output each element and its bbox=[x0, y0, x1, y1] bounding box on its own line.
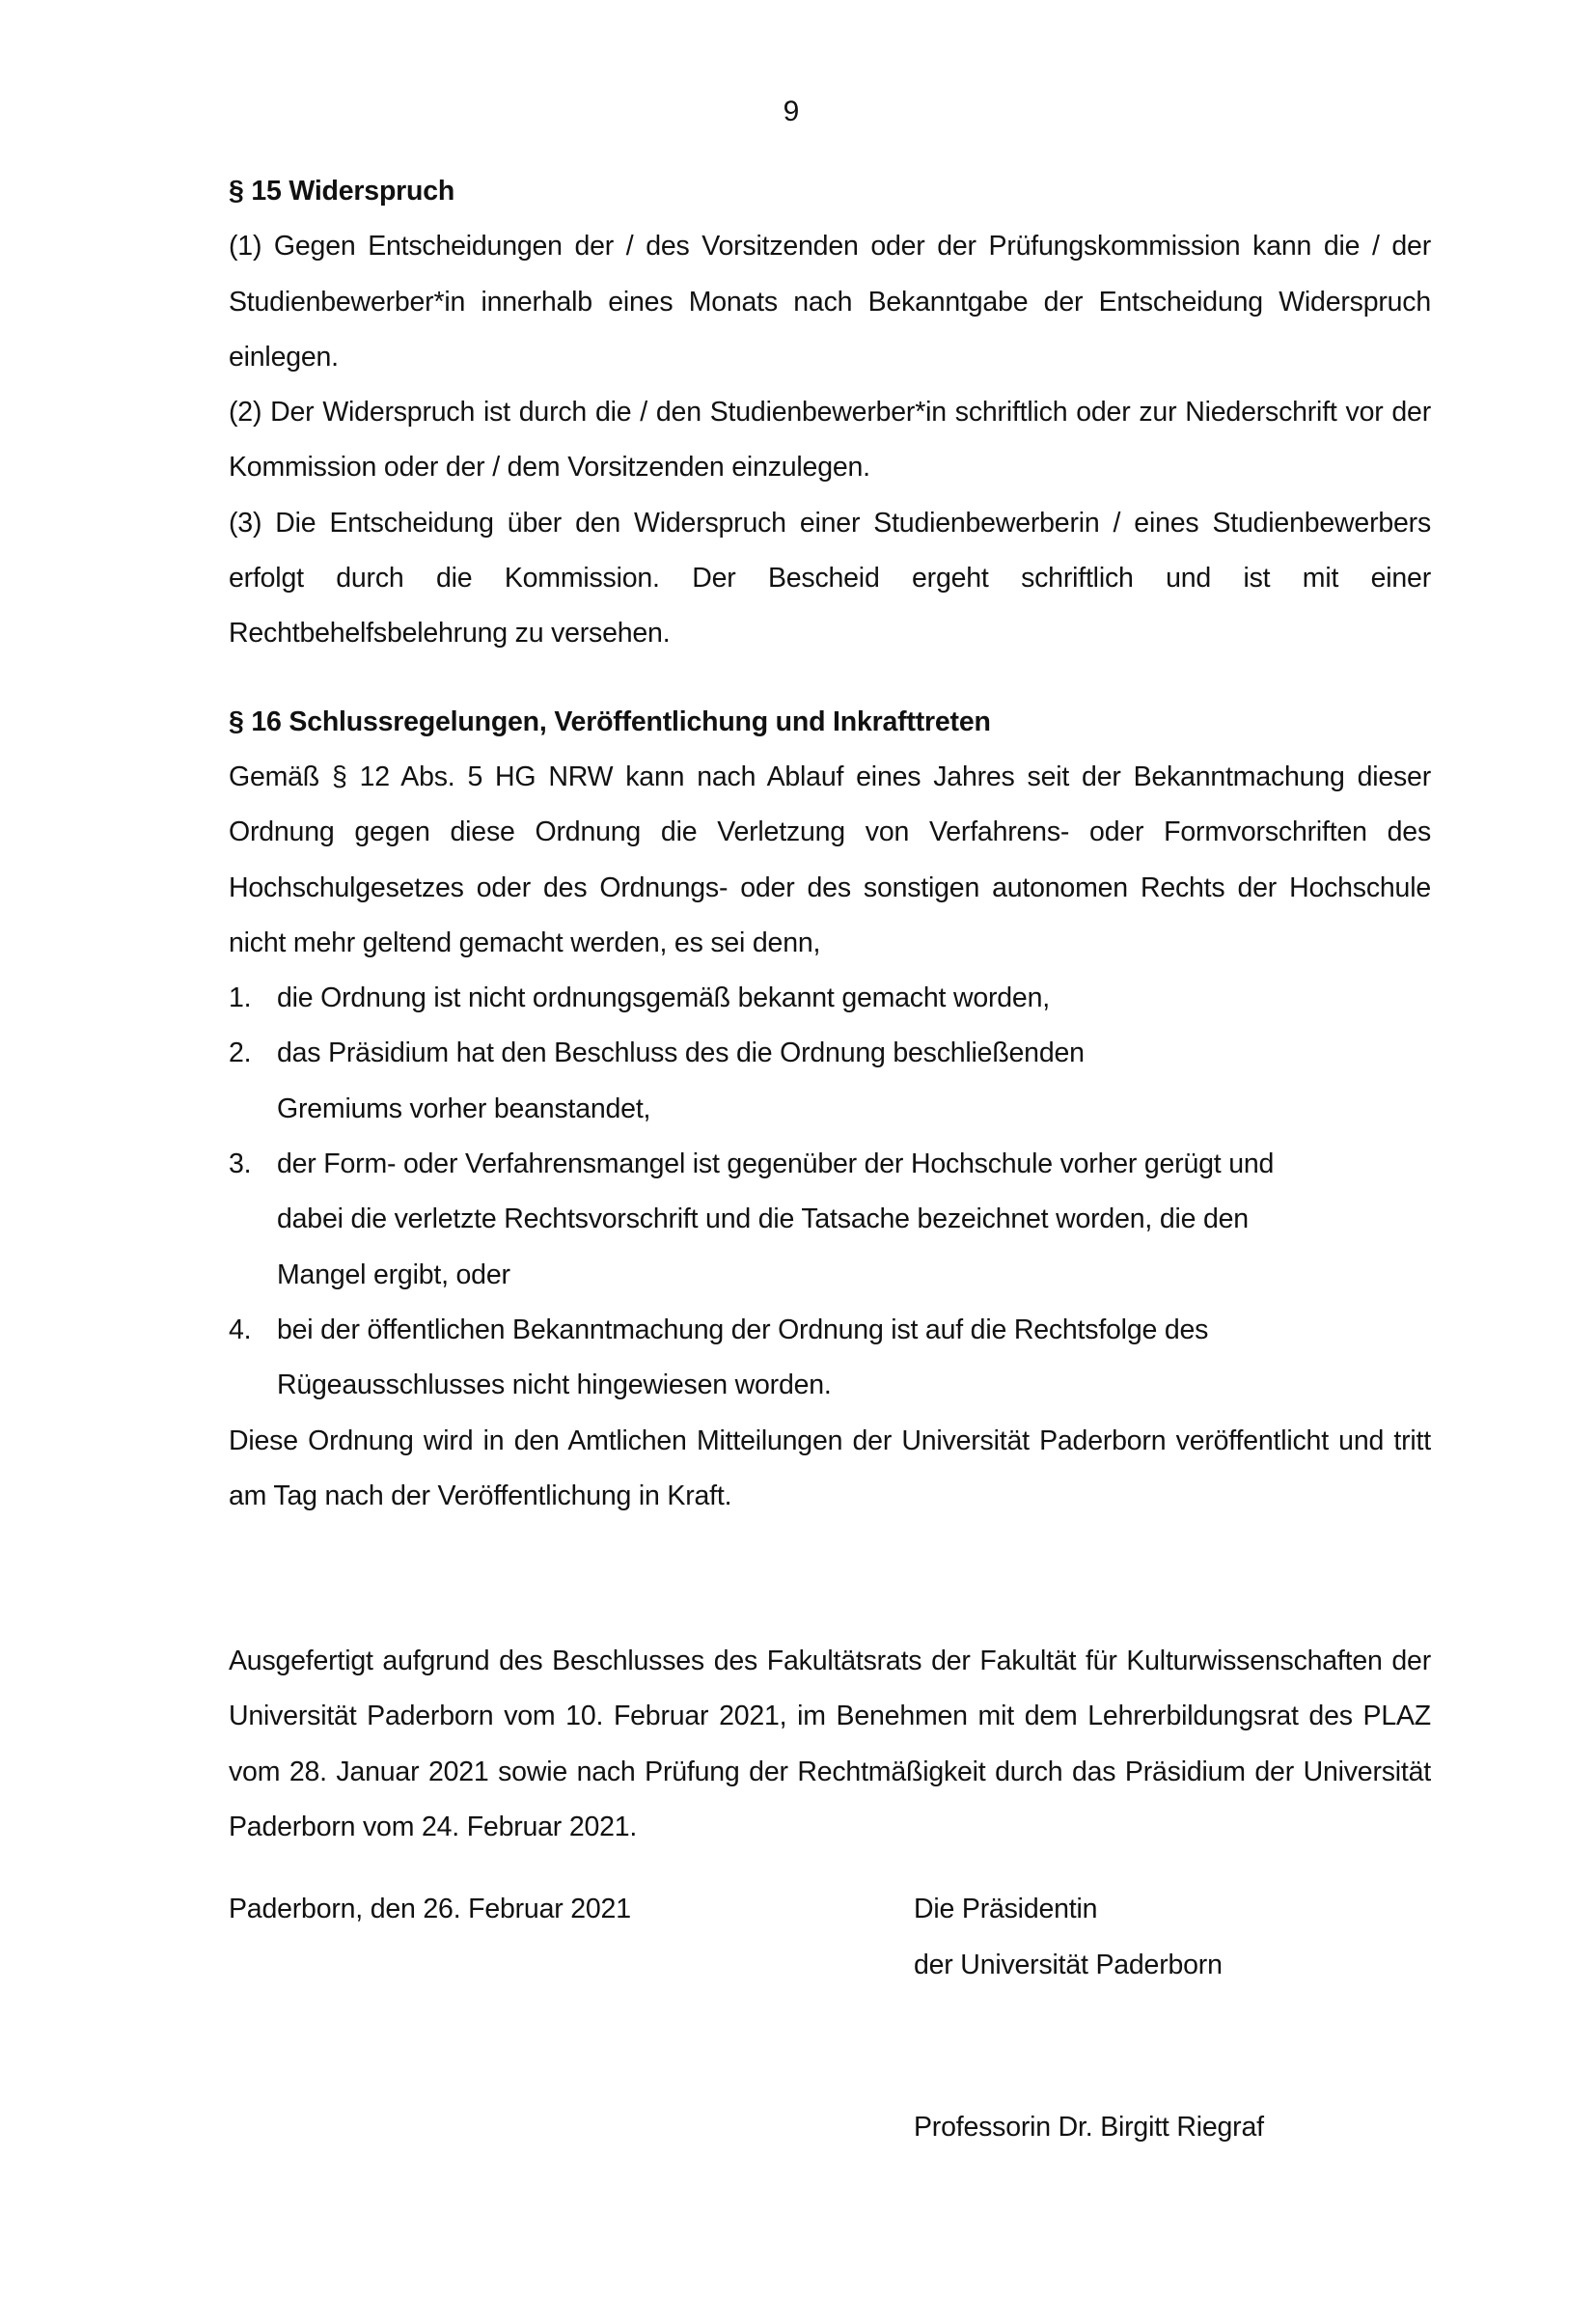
list-item-number: 1. bbox=[229, 982, 252, 1014]
list-item bbox=[229, 971, 1431, 1026]
signer-title-line-1: Die Präsidentin bbox=[914, 1894, 1098, 1925]
section-spacer bbox=[229, 662, 1431, 695]
list-item-number: 3. bbox=[229, 1148, 252, 1180]
list-item bbox=[229, 1026, 1431, 1137]
section-15-paragraph-2: (2) Der Widerspruch ist durch die / den Studienbewerber*in schriftlich oder zur Niederschrift vor der Kommission oder der / dem Vorsitzenden einzulegen. bbox=[229, 397, 1431, 484]
list-item-text: die Ordnung ist nicht ordnungsgemäß bekannt gemacht worden, bbox=[277, 982, 1050, 1014]
page-number: 9 bbox=[783, 96, 800, 127]
list-item-text: der Form- oder Verfahrensmangel ist gegenüber der Hochschule vorher gerügt und dabei die verletzte Rechtsvorschrift und die Tatsache bezeichnet worden, die den Mangel ergibt, oder bbox=[277, 1148, 1275, 1290]
section-15-heading: § 15 Widerspruch bbox=[229, 176, 455, 207]
block-spacer bbox=[229, 1524, 1431, 1634]
execution-note: Ausgefertigt aufgrund des Beschlusses des Fakultätsrats der Fakultät für Kulturwissenschaften der Universität Paderborn vom 10. Februar 2021, im Benehmen mit dem Lehrerbildungsrat des PLAZ vom 28. Januar 2021 sowie nach Prüfung der Rechtmäßigkeit durch das Präsidium der Universität Paderborn vom 24. Februar 2021. bbox=[229, 1646, 1431, 1843]
list-item-number: 2. bbox=[229, 1038, 252, 1069]
list-item-text: das Präsidium hat den Beschluss des die Ordnung beschließenden Gremiums vorher beanstandet, bbox=[277, 1038, 1085, 1124]
list-item bbox=[229, 1137, 1431, 1303]
list-item-text: bei der öffentlichen Bekanntmachung der Ordnung ist auf die Rechtsfolge des Rügeausschlusses nicht hingewiesen worden. bbox=[277, 1314, 1209, 1401]
place-and-date: Paderborn, den 26. Februar 2021 bbox=[229, 1894, 631, 1925]
signer-title-block bbox=[914, 1882, 1223, 1993]
signer-name: Professorin Dr. Birgitt Riegraf bbox=[914, 2112, 1264, 2144]
section-16-intro: Gemäß § 12 Abs. 5 HG NRW kann nach Ablauf eines Jahres seit der Bekanntmachung dieser Ordnung gegen diese Ordnung die Verletzung von Verfahrens- oder Formvorschriften des Hochschulgesetzes oder des Ordnungs- oder des sonstigen autonomen Rechts der Hochschule nicht mehr geltend gemacht werden, es sei denn, bbox=[229, 761, 1431, 958]
section-15-paragraph-1: (1) Gegen Entscheidungen der / des Vorsitzenden oder der Prüfungskommission kann die / der Studienbewerber*in innerhalb eines Monats nach Bekanntgabe der Entscheidung Widerspruch einlegen. bbox=[229, 231, 1431, 373]
list-item-number: 4. bbox=[229, 1314, 252, 1345]
signer-name-row bbox=[229, 2100, 1431, 2155]
section-16-heading: § 16 Schlussregelungen, Veröffentlichung und Inkrafttreten bbox=[229, 706, 991, 737]
page-content bbox=[229, 164, 1431, 2155]
section-15-paragraph-3: (3) Die Entscheidung über den Widerspruch einer Studienbewerberin / eines Studienbewerbers erfolgt durch die Kommission. Der Bescheid ergeht schriftlich und ist mit einer Rechtbehelfsbelehrung zu versehen. bbox=[229, 507, 1431, 650]
list-item bbox=[229, 1303, 1431, 1414]
block-spacer bbox=[229, 1855, 1431, 1882]
signer-title-line-2: der Universität Paderborn bbox=[914, 1949, 1223, 1980]
section-16-closing: Diese Ordnung wird in den Amtlichen Mitteilungen der Universität Paderborn veröffentlicht und tritt am Tag nach der Veröffentlichung in Kraft. bbox=[229, 1425, 1431, 1511]
section-16-conditions-list bbox=[229, 971, 1431, 1413]
signature-row bbox=[229, 1882, 1431, 1993]
